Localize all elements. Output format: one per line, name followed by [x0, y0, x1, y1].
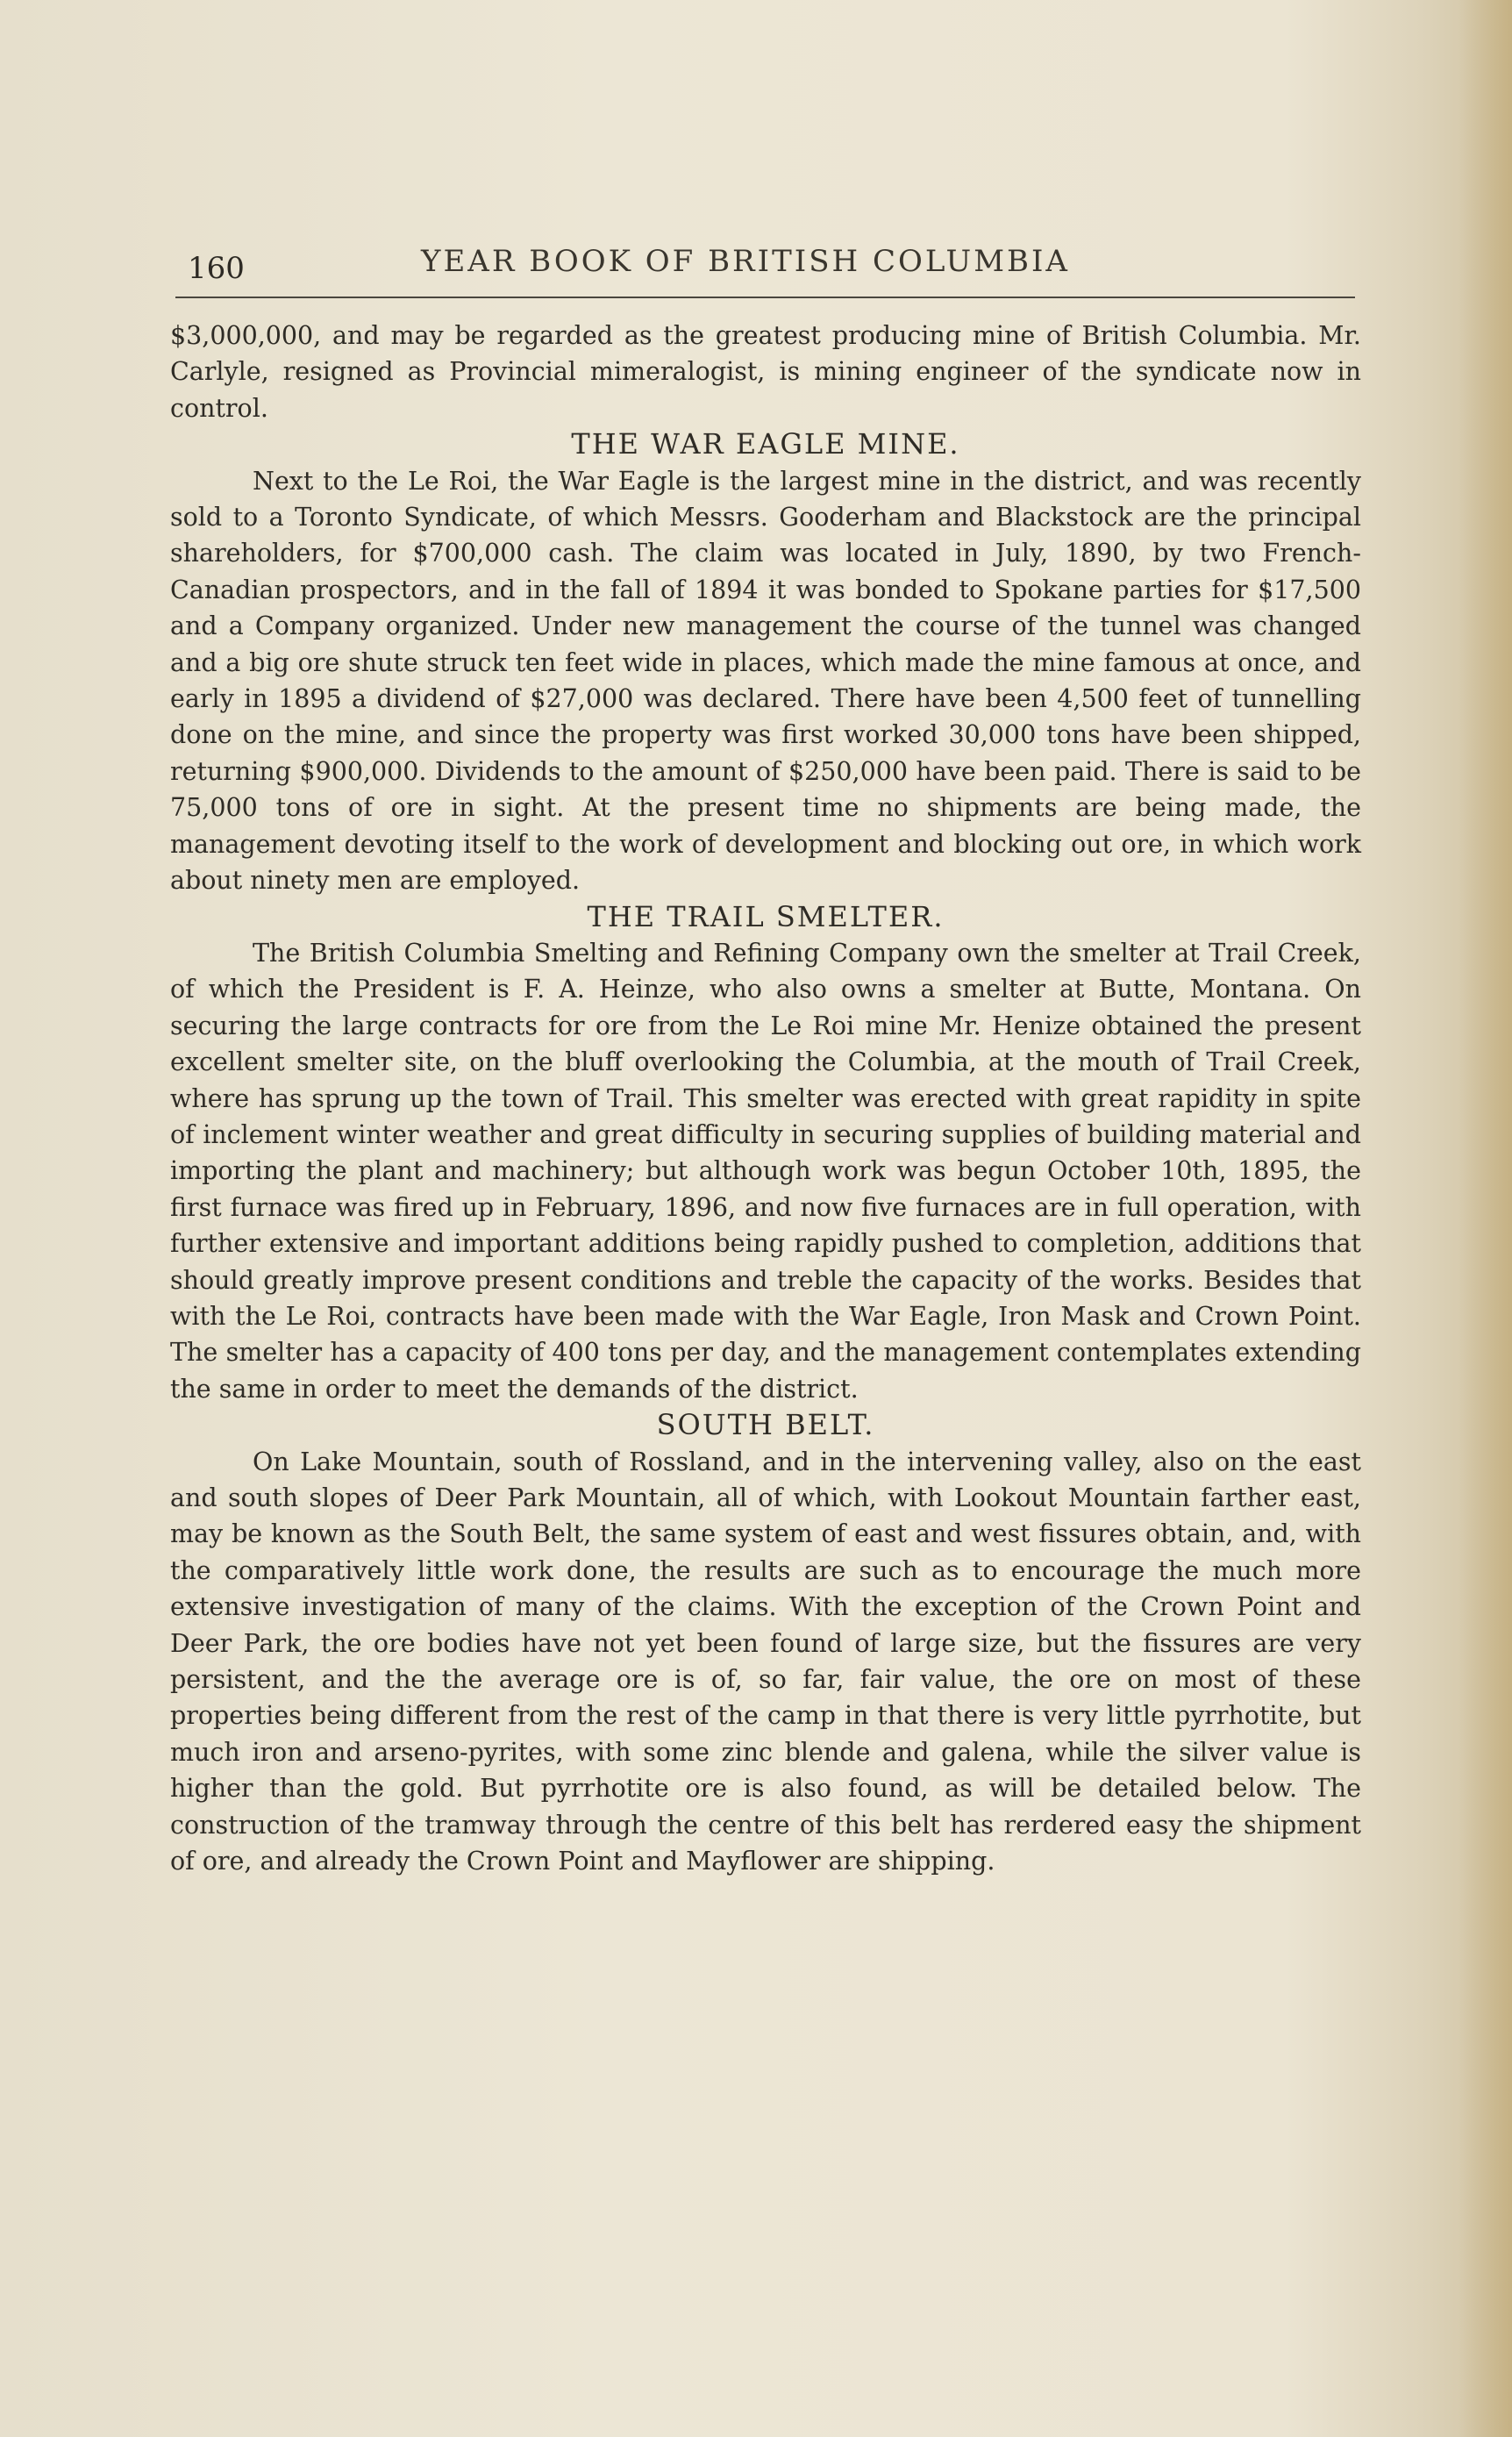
- heading-trail-smelter: THE TRAIL SMELTER.: [587, 899, 945, 933]
- running-title: YEAR BOOK OF BRITISH COLUMBIA: [421, 244, 1070, 279]
- page-body: [170, 318, 1361, 1879]
- page-number: 160: [188, 251, 245, 286]
- header-rule: [175, 297, 1355, 298]
- heading-south-belt: SOUTH BELT.: [656, 1408, 875, 1442]
- paragraph-trail-smelter: The British Columbia Smelting and Refining Company own the smelter at Trail Creek, of which the President is F. A. Heinze, who also owns a smelter at Butte, Montana. On securing the large contracts for ore from the Le Roi mine Mr. Henize obtained the present excellent smelter site, on the bluff overlooking the Columbia, at the mouth of Trail Creek, where has sprung up the town of Trail. This smelter was erected with great rapidity in spite of inclement winter weather and great difficulty in securing supplies of building material and importing the plant and machinery; but although work was begun October 10th, 1895, the first furnace was fired up in February, 1896, and now five furnaces are in full operation, with further extensive and important additions being rapidly pushed to completion, additions that should greatly improve present conditions and treble the capacity of the works. Besides that with the Le Roi, contracts have been made with the War Eagle, Iron Mask and Crown Point. The smelter has a capacity of 400 tons per day, and the management contemplates extending the same in order to meet the demands of the district.: [170, 938, 1361, 1404]
- paragraph-south-belt: On Lake Mountain, south of Rossland, and in the intervening valley, also on the east and south slopes of Deer Park Mountain, all of which, with Lookout Mountain farther east, may be known as the South Belt, the same system of east and west fissures obtain, and, with the comparatively little work done, the results are such as to encourage the much more extensive investigation of many of the claims. With the exception of the Crown Point and Deer Park, the ore bodies have not yet been found of large size, but the fissures are very persistent, and the the average ore is of, so far, fair value, the ore on most of these properties being different from the rest of the camp in that there is very little pyrrhotite, but much iron and arseno-pyrites, with some zinc blende and galena, while the silver value is higher than the gold. But pyrrhotite ore is also found, as will be detailed below. The construction of the tramway through the centre of this belt has rerdered easy the shipment of ore, and already the Crown Point and Mayflower are shipping.: [170, 1447, 1361, 1876]
- page-header: [175, 239, 1355, 291]
- paragraph-war-eagle: Next to the Le Roi, the War Eagle is the largest mine in the district, and was recently sold to a Toronto Syndicate, of which Messrs. Gooderham and Blackstock are the principal shareholders, for $700,000 cash. The claim was located in July, 1890, by two French-Canadian prospectors, and in the fall of 1894 it was bonded to Spokane parties for $17,500 and a Company organized. Under new management the course of the tunnel was changed and a big ore shute struck ten feet wide in places, which made the mine famous at once, and early in 1895 a dividend of $27,000 was declared. There have been 4,500 feet of tunnelling done on the mine, and since the property was first worked 30,000 tons have been shipped, returning $900,000. Dividends to the amount of $250,000 have been paid. There is said to be 75,000 tons of ore in sight. At the present time no shipments are being made, the management devoting itself to the work of development and blocking out ore, in which work about ninety men are employed.: [170, 466, 1361, 896]
- page-edge-shadow: [1459, 0, 1512, 2437]
- paragraph-continuation: $3,000,000, and may be regarded as the greatest producing mine of British Columbia. Mr. Carlyle, resigned as Provincial mimeralogist, is mining engineer of the syndicate now in control.: [170, 321, 1361, 423]
- heading-war-eagle-mine: THE WAR EAGLE MINE.: [571, 427, 960, 461]
